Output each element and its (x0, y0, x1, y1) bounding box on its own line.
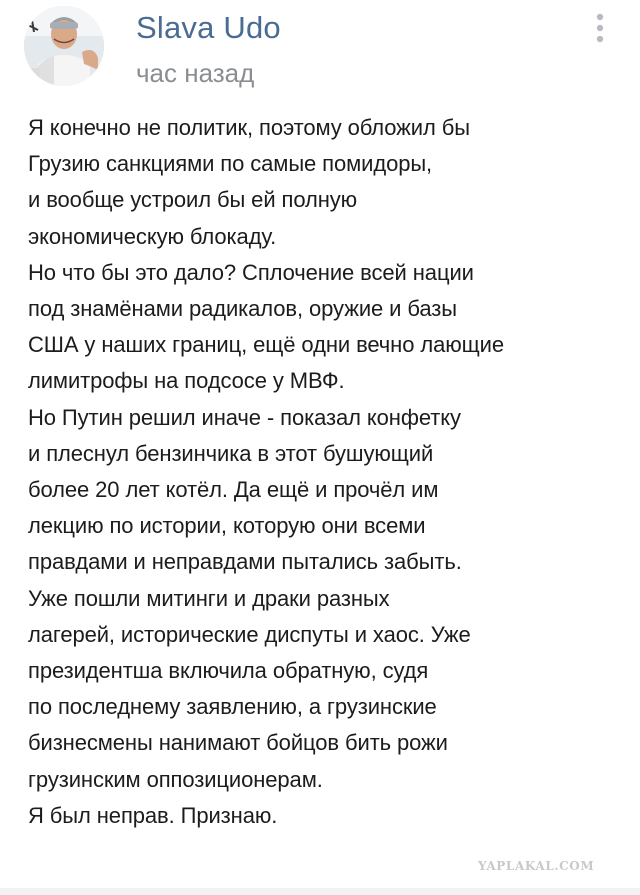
post-text-line: грузинским оппозиционерам. (28, 766, 323, 792)
post-text-line: правдами и неправдами пытались забыть. (28, 549, 462, 575)
post-text-line: экономическую блокаду. (28, 223, 277, 249)
post-text-line: США у наших границ, ещё одни вечно лающие (28, 332, 504, 358)
post-text-line: более 20 лет котёл. Да ещё и прочёл им (28, 477, 439, 503)
post-header (0, 0, 640, 100)
more-vertical-icon (588, 10, 612, 46)
post-text-line: и вообще устроил бы ей полную (28, 187, 358, 213)
post-text-line: Я конечно не политик, поэтому обложил бы (28, 115, 470, 140)
author-avatar[interactable] (24, 6, 104, 86)
post-text-line: Я был неправ. Признаю. (28, 802, 278, 828)
post-text-line: по последнему заявлению, а грузинские (28, 694, 437, 720)
post-text-line: Но что бы это дало? Сплочение всей нации (28, 259, 474, 285)
post-text-line: бизнесмены нанимают бойцов бить рожи (28, 730, 448, 756)
post-text-line: под знамёнами радикалов, оружие и базы (28, 296, 457, 322)
post-text-line: лимитрофы на подсосе у МВФ. (28, 368, 345, 394)
post-text-line: Но Путин решил иначе - показал конфетку (28, 404, 461, 430)
post-text-line: лекцию по истории, которую они всеми (28, 513, 426, 539)
post-text-line: лагерей, исторические диспуты и хаос. Уже (28, 621, 471, 647)
author-name[interactable]: Slava Udo (136, 10, 281, 45)
post-text-line: Уже пошли митинги и драки разных (28, 585, 390, 611)
bottom-divider (0, 888, 640, 895)
post-text-line: Грузию санкциями по самые помидоры, (28, 151, 433, 177)
site-watermark: YAPLAKAL.COM (478, 859, 595, 873)
post-body (28, 110, 628, 834)
post-text-line: президентша включила обратную, судя (28, 658, 429, 684)
post-text-line: и плеснул бензинчика в этот бушующий (28, 440, 434, 466)
post-time: час назад (136, 58, 255, 88)
more-options-button[interactable] (588, 10, 612, 46)
user-photo-icon (24, 6, 104, 86)
